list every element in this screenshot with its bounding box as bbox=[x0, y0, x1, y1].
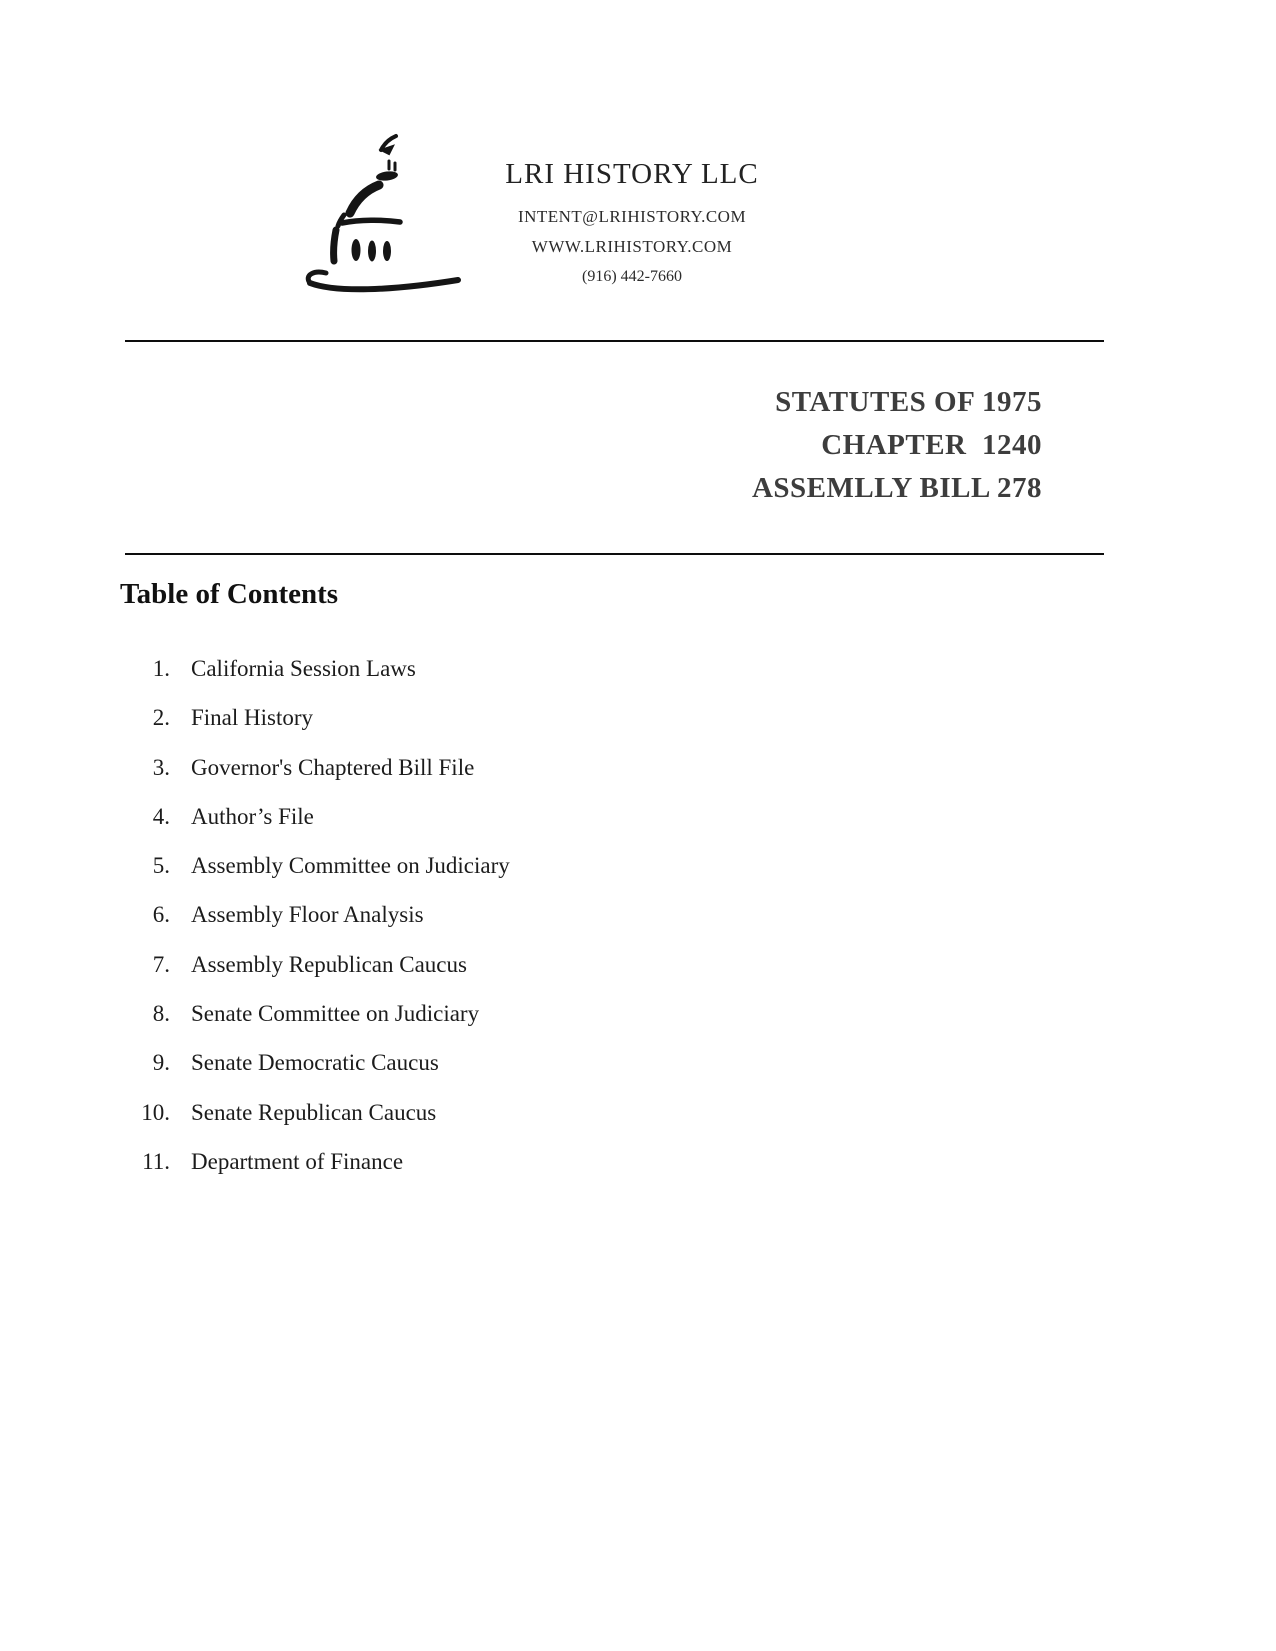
toc-item bbox=[0, 644, 900, 693]
statutes-year-line: STATUTES OF 1975 bbox=[775, 386, 1042, 418]
divider-line-bottom bbox=[125, 553, 1104, 555]
assembly-bill-line: ASSEMLLY BILL 278 bbox=[751, 472, 1042, 504]
toc-item-number: 9. bbox=[152, 1050, 170, 1076]
toc-title: Table of Contents bbox=[120, 578, 339, 610]
toc-item-number: 3. bbox=[152, 754, 170, 780]
toc-item bbox=[0, 1088, 900, 1137]
toc-item-number: 11. bbox=[142, 1148, 170, 1174]
toc-list bbox=[0, 644, 900, 1186]
toc-item-label: Senate Democratic Caucus bbox=[191, 1050, 439, 1076]
toc-item-number: 2. bbox=[152, 705, 170, 731]
company-phone: (916) 442-7660 bbox=[582, 268, 682, 285]
company-email: INTENT@LRIHISTORY.COM bbox=[517, 207, 747, 226]
toc-item-label: Assembly Floor Analysis bbox=[191, 902, 424, 928]
chapter-number-line: CHAPTER 1240 bbox=[821, 429, 1042, 461]
toc-item-label: Assembly Republican Caucus bbox=[191, 951, 467, 977]
toc-item-number: 7. bbox=[152, 951, 170, 977]
divider-line-top bbox=[125, 340, 1104, 342]
toc-item bbox=[0, 743, 900, 792]
toc-item-label: Governor's Chaptered Bill File bbox=[191, 754, 475, 780]
toc-item bbox=[0, 693, 900, 742]
toc-item-label: Senate Committee on Judiciary bbox=[191, 1001, 480, 1027]
toc-item-number: 10. bbox=[141, 1099, 170, 1125]
toc-item-label: Assembly Committee on Judiciary bbox=[191, 853, 510, 879]
company-name: LRI HISTORY LLC bbox=[505, 158, 759, 190]
toc-item bbox=[0, 1038, 900, 1087]
toc-item bbox=[0, 989, 900, 1038]
toc-item-number: 1. bbox=[152, 656, 170, 681]
toc-item bbox=[0, 890, 900, 939]
toc-item bbox=[0, 940, 900, 989]
toc-item-number: 6. bbox=[152, 902, 170, 928]
toc-item-label: Senate Republican Caucus bbox=[191, 1099, 437, 1125]
toc-item bbox=[0, 1137, 900, 1186]
toc-item-label: Final History bbox=[191, 705, 314, 731]
toc-item-number: 5. bbox=[152, 853, 170, 879]
company-website: WWW.LRIHISTORY.COM bbox=[531, 237, 733, 256]
bill-reference-block bbox=[752, 381, 1042, 510]
toc-item-number: 4. bbox=[152, 803, 170, 829]
toc-item bbox=[0, 841, 900, 890]
toc-item-number: 8. bbox=[152, 1001, 170, 1027]
toc-item-label: Department of Finance bbox=[191, 1148, 404, 1174]
toc-item-label: California Session Laws bbox=[191, 656, 416, 681]
toc-item-label: Author’s File bbox=[191, 803, 314, 829]
toc-item bbox=[0, 792, 900, 841]
